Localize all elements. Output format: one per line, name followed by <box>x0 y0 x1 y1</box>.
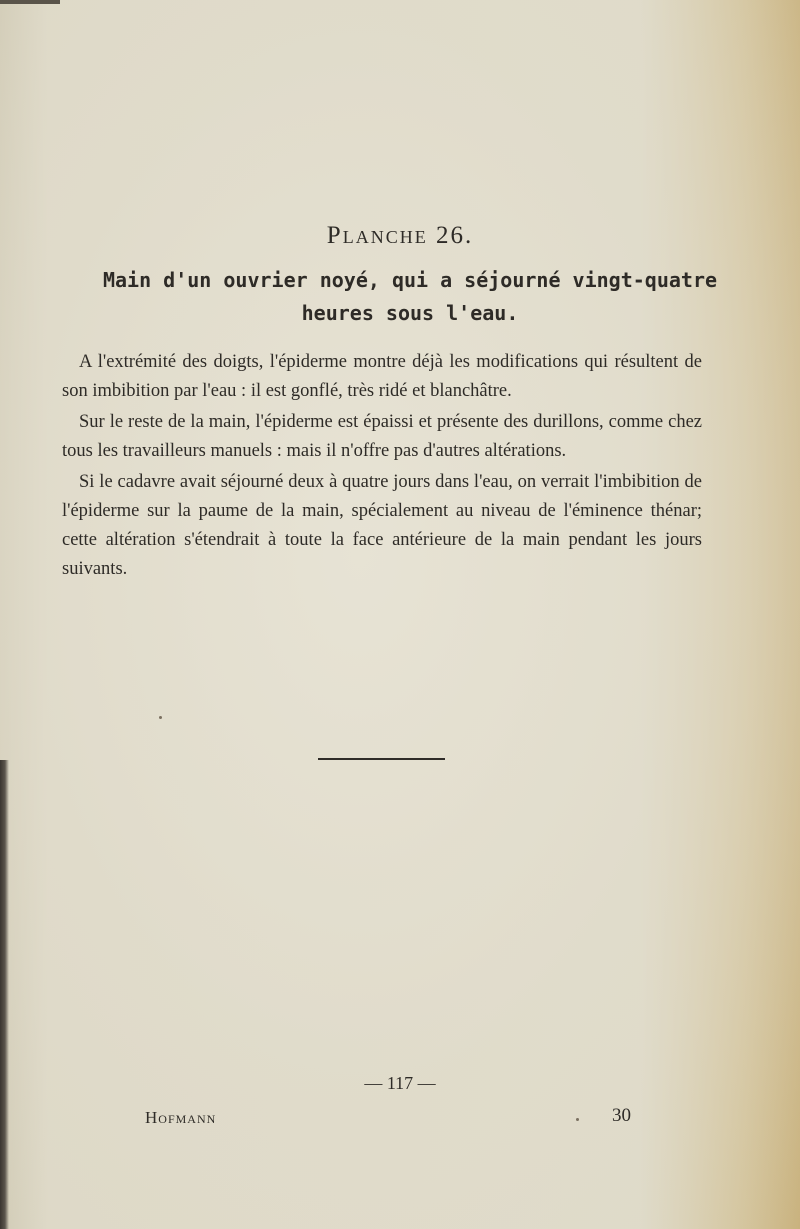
section-rule <box>318 758 445 760</box>
page-number: — 117 — <box>364 1073 436 1093</box>
plate-heading: Main d'un ouvrier noyé, qui a séjourné vingt-quatre heures sous l'eau. <box>102 268 718 325</box>
paragraph-3: Si le cadavre avait séjourné deux à quatre jours dans l'eau, on verrait l'imbibition de l'épiderme sur la paume de la main, spécialement au niveau de l'éminence thénar; cette altération s'étendrait à toute la face antérieure de la main pendant les jours suivants. <box>62 472 702 579</box>
plate-title: Planche 26. <box>326 222 474 249</box>
paragraph-1: A l'extrémité des doigts, l'épiderme montre déjà les modifications qui résultent de son imbibition par l'eau : il est gonflé, très ridé et blanchâtre. <box>62 352 702 401</box>
page-edge-top <box>0 0 60 4</box>
page-edge-binding <box>0 760 9 1229</box>
paper-speck <box>159 716 162 719</box>
body-text <box>62 348 702 586</box>
author-name: Hofmann <box>145 1108 217 1127</box>
signature-mark: 30 <box>612 1105 631 1126</box>
paragraph-2: Sur le reste de la main, l'épiderme est épaissi et présente des durillons, comme chez tous les travailleurs manuels : mais il n'offre pas d'autres altérations. <box>62 412 702 461</box>
paper-speck <box>576 1118 579 1121</box>
